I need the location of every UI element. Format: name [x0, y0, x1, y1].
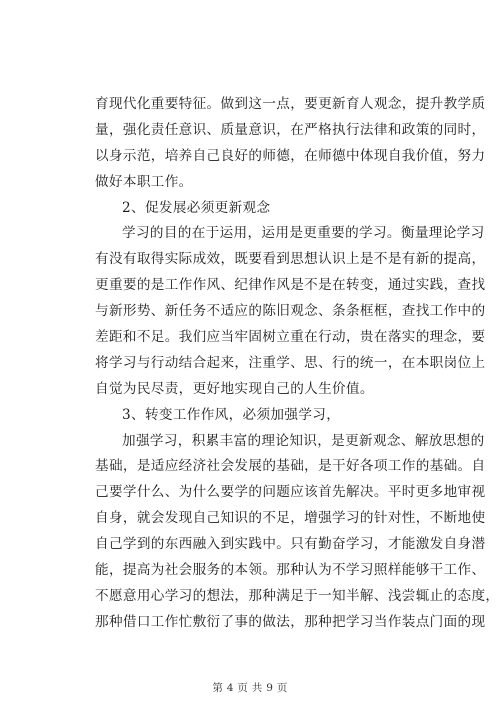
body-line: 学习的目的在于运用，运用是更重要的学习。衡量理论学习: [122, 225, 485, 242]
body-line: 量，强化责任意识、质量意识，在严格执行法律和政策的同时，: [95, 121, 486, 138]
body-line: 加强学习，积累丰富的理论知识，是更新观念、解放思想的: [122, 432, 485, 449]
body-line: 以身示范，培养自己良好的师德，在师德中体现自我价值，努力: [95, 147, 486, 164]
body-line: 能，提高为社会服务的本领。那种认为不学习照样能够干工作、: [95, 562, 486, 579]
body-line: 做好本职工作。: [95, 173, 193, 190]
section-heading: 2、促发展必须更新观念: [122, 199, 271, 216]
body-line: 与新形势、新任务不适应的陈旧观念、条条框框，查找工作中的: [95, 303, 486, 320]
body-line: 更重要的是工作作风、纪律作风是不是在转变，通过实践，查找: [95, 277, 486, 294]
section-heading: 3、转变工作作风，必须加强学习，: [122, 406, 341, 423]
document-body: [95, 92, 500, 636]
body-line: 差距和不足。我们应当牢固树立重在行动，贵在落实的理念，要: [95, 329, 486, 346]
body-line: 不愿意用心学习的想法，那种满足于一知半解、浅尝辄止的态度，: [95, 587, 500, 604]
body-line: 自身，就会发现自己知识的不足，增强学习的针对性，不断地使: [95, 510, 486, 527]
body-line: 那种借口工作忙敷衍了事的做法，那种把学习当作装点门面的现: [95, 613, 486, 630]
body-line: 有没有取得实际成效，既要看到思想认识上是不是有新的提高，: [95, 251, 486, 268]
body-line: 基础，是适应经济社会发展的基础，是干好各项工作的基础。自: [95, 458, 486, 475]
body-line: 己要学什么、为什么要学的问题应该首先解决。平时更多地审视: [95, 484, 486, 501]
body-line: 自己学到的东西融入到实践中。只有勤奋学习，才能激发自身潜: [95, 536, 486, 553]
page-number-footer: 第 4 页 共 9 页: [212, 682, 288, 694]
body-line: 自觉为民尽责，更好地实现自己的人生价值。: [95, 380, 374, 397]
body-line: 育现代化重要特征。做到这一点，要更新育人观念，提升教学质: [95, 96, 486, 112]
body-line: 将学习与行动结合起来，注重学、思、行的统一，在本职岗位上: [95, 354, 486, 371]
